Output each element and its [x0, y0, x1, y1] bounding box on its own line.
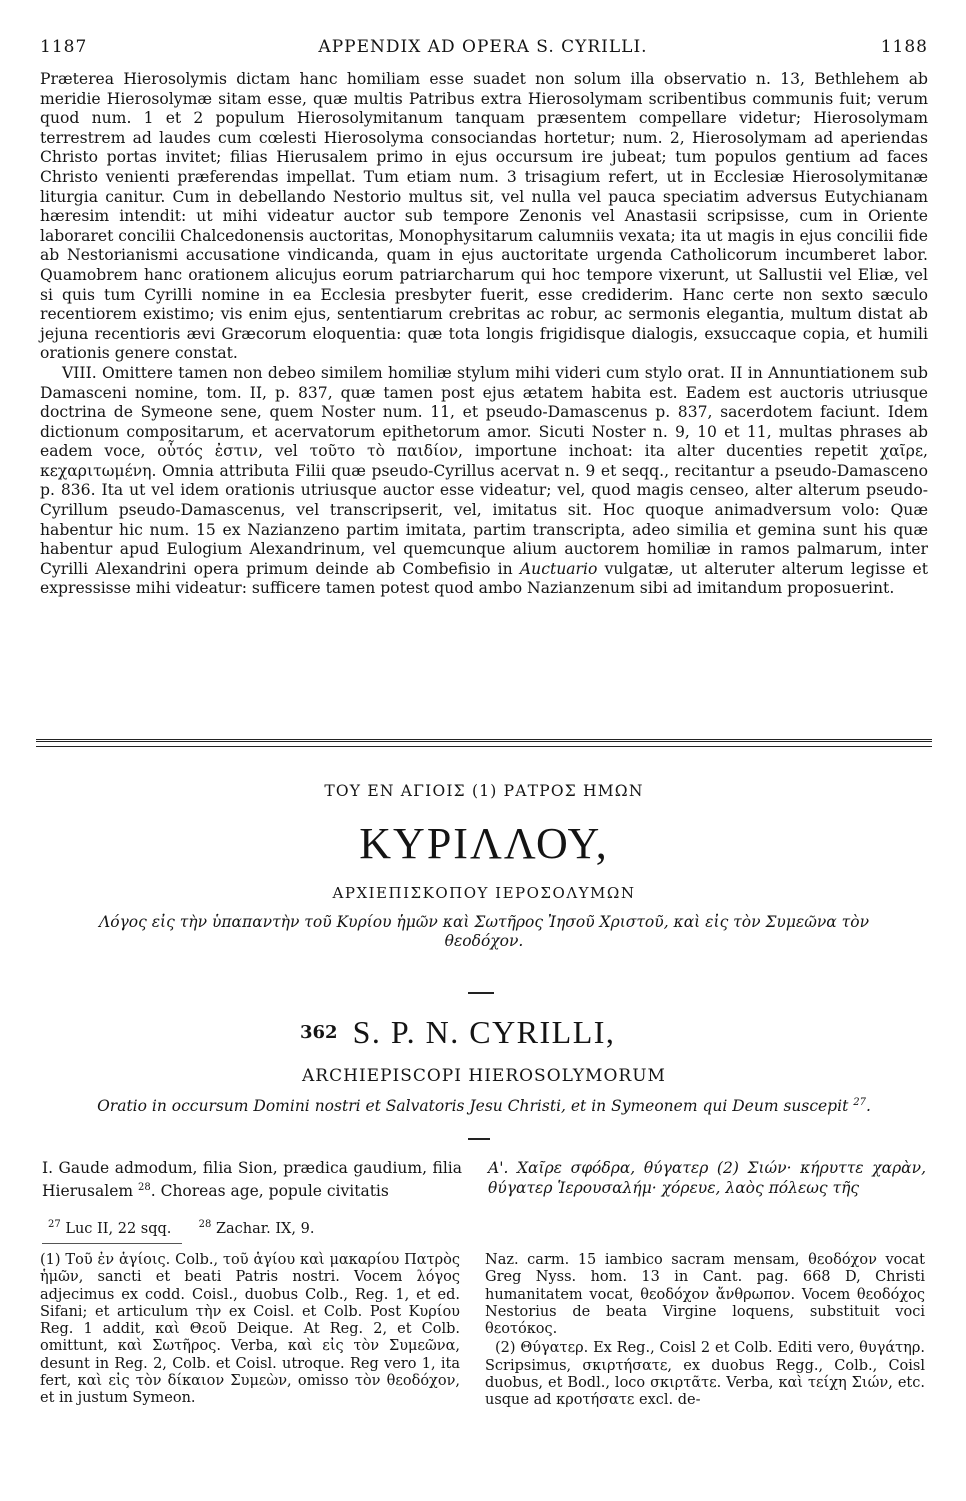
greek-title-description: Λόγος εἰς τὴν ὑπαπαντὴν τοῦ Κυρίου ἡμῶν καὶ Σωτῆρος Ἰησοῦ Χριστοῦ, καὶ εἰς τὸν Συμεῶνα τὸν θεοδόχον.: [99, 913, 869, 950]
scripture-references: [48, 1219, 314, 1237]
latin-text: I. Gaude admodum, filia Sion, prædica gaudium, filia Hierusalem: [42, 1159, 462, 1201]
section-divider: [36, 739, 932, 747]
intro-italic-term: Auctuario: [519, 559, 598, 578]
note-2: (2) Θύγατερ. Ex Reg., Coisl 2 et Colb. Editi vero, θυγάτηρ. Scripsimus, σκιρτήσατε, ex duobus Regg., Colb., Coisl duobus, et Bodl., loco σκιρτᾶτε. Verba, καὶ τείχη Σιών, etc. usque ad κροτήσατε excl. de-: [485, 1340, 925, 1409]
notes-left-column: [40, 1252, 460, 1408]
greek-text-column: Α'. Χαῖρε σφόδρα, θύγατερ (2) Σιών· κήρυττε χαρὰν, θύγατερ Ἱερουσαλήμ· χόρευε, λαὸς πόλεως τῆς: [488, 1159, 926, 1197]
intro-paragraph-2-text: VIII. Omittere tamen non debeo similem homiliæ stylum mihi videri cum stylo orat. II in Annuntiationem sub Damasceni nomine, tom. II, p. 837, quæ tamen post ejus ætatem habita est. Eadem est auctoris utriusque doctrina de Symeone sene, quem Noster num. 11, et pseudo-Damascenus p. 837, sacerdotem faciunt. Idem dictionum compositarum, et acervatorum epithetorum amor. Sicuti Noster n. 9, 10 et 11, multas phrases ab eadem voce, οὗτός ἐστιν, vel τοῦτο τὸ παιδίον, importune inchoat: ita alter ducenties repetit χαῖρε, κεχαριτωμένη. Omnia attributa Filii quæ pseudo-Cyrillus acervat n. 9 et seqq., recitantur a pseudo-Damasceno p. 836. Ita ut vel idem orationis utriusque auctor esse videatur; vel, quod magis censeo, alter alterum pseudo-Cyrillum pseudo-Damascenus, vel transcripserit, vel, imitatus sit. Hoc quoque animadversum volo: Quæ habentur hic num. 15 ex Nazianzeno partim imitata, partim transcripta, adeo similia et gemina sunt his quæ habentur apud Eulogium Alexandrinum, vel quemcunque alium auctorem homiliæ in ramos palmarum, inter Cyrilli Alexandrini opera primum deinde ab Combefisio in: [40, 363, 928, 578]
greek-title-line3: ΑΡΧΙΕΠΙΣΚΟΠΟΥ ΙΕΡΟΣΟΛΥΜΩΝ: [332, 884, 636, 902]
note-1: (1) Τοῦ ἐν ἁγίοις. Colb., τοῦ ἁγίου καὶ μακαρίου Πατρὸς ἡμῶν, sancti et beati Patris nostri. Vocem λόγος adjecimus ex codd. Coisl., duobus Colb., Reg. 1, et ed. Sifani; et articulum τὴν ex Coisl. et Colb. Post Κυρίου Reg. 1 addit, καὶ Θεοῦ Deique. At Reg. 2, et Colb. omittunt, καὶ Σωτῆρος. Verba, καὶ εἰς τὸν Συμεῶνα, desunt in Reg. 2, Colb. et Coisl. utroque. Reg vero 1, ita fert, καὶ εἰς τὸν δίκαιον Συμεὼν, omisso τὸν θεοδόχον, et in justum Symeon.: [40, 1252, 460, 1407]
greek-title-name: ΚΥΡΙΛΛΟΥ,: [359, 819, 609, 868]
notes-right-column: [485, 1252, 925, 1410]
latin-text-column: [42, 1158, 462, 1201]
note-1-continued: Naz. carm. 15 iambico sacram mensam, θεοδόχον vocat Greg Nyss. hom. 13 in Cant. pag. 668 D, Christi humanitatem vocat, θεοδόχον ἄνθρωπον. Vocem θεοδόχος Nestorius de beata Virgine loquens, substituit voci θεοτόκος.: [485, 1252, 925, 1338]
greek-title-line1: ΤΟΥ ΕΝ ΑΓΙΟΙΣ (1) ΡΑΤΡΟΣ ΗΜΩΝ: [324, 782, 644, 800]
latin-text-end: . Choreas age, popule civitatis: [150, 1182, 389, 1201]
running-title: APPENDIX AD OPERA S. CYRILLI.: [318, 37, 648, 57]
footnote-ref-28: 28: [138, 1182, 151, 1193]
column-marker: 362: [300, 1022, 338, 1043]
latin-title-name: S. P. N. CYRILLI,: [352, 1014, 616, 1050]
intro-paragraph-2-end: vulgatæ, ut alteruter alterum legisse et expressisse mihi videatur: sufficere tamen potest quod ambo Nazianzenum sibi ad imitandum proposuerint.: [40, 559, 928, 598]
ref-luke: Luc II, 22 sqq.: [65, 1220, 172, 1237]
column-number-left: 1187: [40, 37, 88, 57]
intro-paragraph-1: Præterea Hierosolymis dictam hanc homiliam esse suadet non solum illa observatio n. 13, Bethlehem ab meridie Hierosolymæ sitam esse, quæ multis Patribus extra Hierosolymam scribentibus communis fuit; verum quod num. 1 et 2 populum Hierosolymitanum tanquam præsentem compellare videtur; Hierosolymam terrestrem ad laudes cum cœlesti Hierosolyma consociandas hortetur; num. 2, Hierosolymam ad aperiendas Christo portas invitet; filias Hierusalem primo in ejus occursum ire jubeat; tum populos gentium ad faces Christo venienti præferendas impellat. Tum etiam num. 3 trisagium refert, ut in Ecclesiæ Hierosolymitanæ liturgia canitur. Cum in debellando Nestorio multus sit, vel nulla vel pauca speciatim adversus Eutychianam hæresim intendit: ut mihi videatur auctor sub tempore Zenonis vel Anastasii scripsisse, cum in Oriente laboraret concilii Chalcedonensis auctoritas, Monophysitarum calumniis vexata; ita ut magis in ejus concilii fide ab Nestorianismi accusatione vindicanda, quam in ejus auctoritate urgenda Catholicorum incumberet labor. Quamobrem hanc orationem alicujus eorum patriarcharum qui hoc tempore vixerunt, ut Sallustii vel Eliæ, vel si quis tum Cyrilli nomine in ea Ecclesia presbyter fuerit, esse crediderim. Hanc certe non sexto sæculo recentiorem existimo; vis enim ejus, sententiarum crebritas ac robur, ac sermonis elegantia, multum distat ab jejuna recentioris ævi Græcorum eloquentia: quæ tota longis frigidisque dialogis, exsuccaque copia, et humili orationis genere constat.: [40, 70, 929, 363]
title-dash: [468, 992, 494, 994]
footnote-ref-27: 27: [853, 1097, 866, 1108]
ref-zachariah: Zachar. IX, 9.: [215, 1220, 315, 1237]
latin-title-line2: ARCHIEPISCOPI HIEROSOLYMORUM: [302, 1066, 666, 1086]
title-dash-2: [468, 1138, 490, 1140]
footnote-rule: [42, 1243, 182, 1244]
column-number-right: 1188: [880, 37, 928, 57]
latin-title-description: Oratio in occursum Domini nostri et Salvatoris Jesu Christi, et in Symeonem qui Deum suscepit $^{27}$.: [97, 1097, 871, 1116]
intro-paragraph-2: [40, 364, 928, 599]
ref-number-27: 27: [48, 1219, 61, 1230]
intro-text: [40, 70, 928, 599]
latin-description-text: Oratio in occursum Domini nostri et Salvatoris Jesu Christi, et in Symeonem qui Deum suscepit: [97, 1097, 849, 1116]
ref-number-28: 28: [198, 1219, 212, 1230]
